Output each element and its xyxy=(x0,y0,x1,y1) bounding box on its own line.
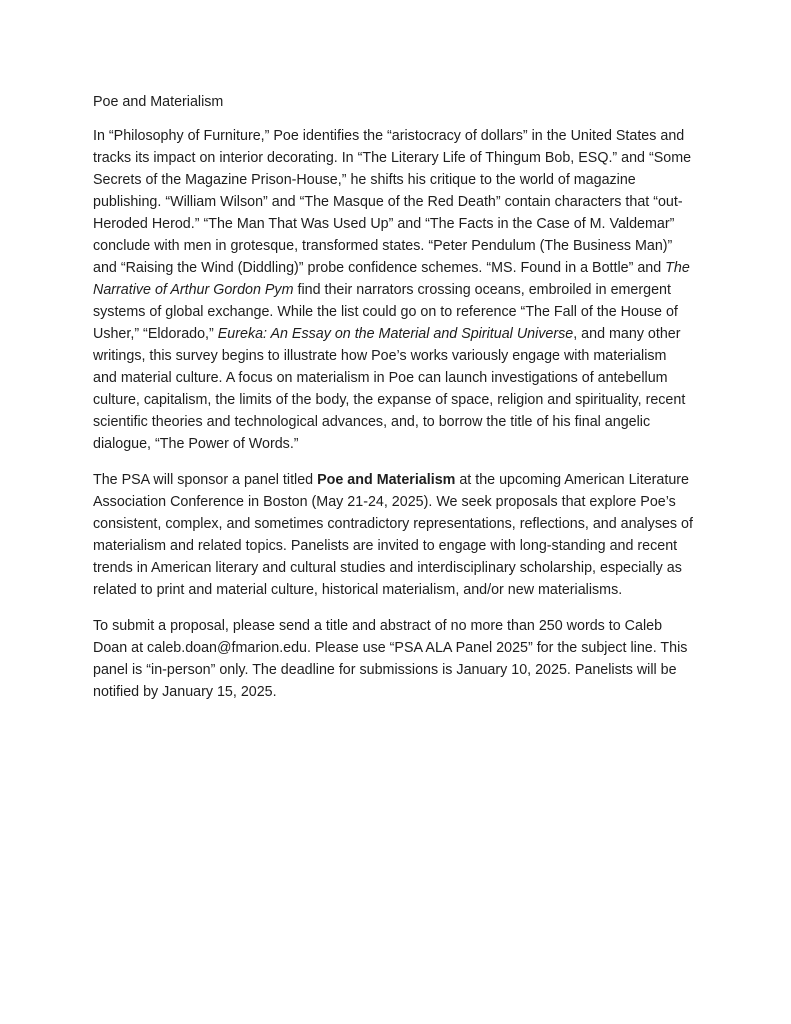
text-run: In “Philosophy of Furniture,” Poe identifies the “aristocracy of dollars” in the United States and tracks its impact on interior decorating. In “The Literary Life of Thingum Bob, ESQ.” and “Some Secrets of the Magazine Prison-House,” he shifts his critique to the world of magazine publishing. “William Wilson” and “The Masque of the Red Death” contain characters that “out-Heroded Herod.” “The Man That Was Used Up” and “The Facts in the Case of M. Valdemar” conclude with men in grotesque, transformed states. “Peter Pendulum (The Business Man)” and “Raising the Wind (Diddling)” probe confidence schemes. “MS. Found in a Bottle” and xyxy=(93,128,692,276)
text-run: To submit a proposal, please send a title and abstract of no more than 250 words to Caleb Doan at caleb.doan@fmarion.edu. Please use “PSA ALA Panel 2025” for the subject line. This panel is “in-person” only. The deadline for submissions is January 10, 2025. Panelists will be notified by January 15, 2025. xyxy=(93,618,688,700)
paragraph-intro-poe-works xyxy=(93,125,693,455)
document-content xyxy=(93,91,693,717)
text-run: Eureka: An Essay on the Material and Spiritual Universe xyxy=(217,326,574,342)
paragraph-submission-instructions xyxy=(93,615,693,703)
text-run: The Narrative of Arthur Gordon Pym xyxy=(93,260,690,298)
text-run: Poe and Materialism xyxy=(317,472,456,488)
text-run: at the upcoming American Literature Association Conference in Boston (May 21-24, 2025). We seek proposals that explore Poe’s consistent, complex, and sometimes contradictory representations, reflections, and analyses of materialism and related topics. Panelists are invited to engage with long-standing and recent trends in American literary and cultural studies and interdisciplinary scholarship, especially as related to print and material culture, historical materialism, and/or new materialisms. xyxy=(93,472,693,598)
text-run: find their narrators crossing oceans, embroiled in emergent systems of global exchange. While the list could go on to reference “The Fall of the House of Usher,” “Eldorado,” xyxy=(93,282,678,342)
paragraph-panel-announcement xyxy=(93,469,693,601)
text-run: , and many other writings, this survey begins to illustrate how Poe’s works variously engage with materialism and material culture. A focus on materialism in Poe can launch investigations of antebellum culture, capitalism, the limits of the body, the expanse of space, religion and spirituality, recent scientific theories and technological advances, and, to borrow the title of his final angelic dialogue, “The Power of Words.” xyxy=(93,326,686,452)
text-run: The PSA will sponsor a panel titled xyxy=(93,472,318,488)
document-title: Poe and Materialism xyxy=(93,94,224,110)
